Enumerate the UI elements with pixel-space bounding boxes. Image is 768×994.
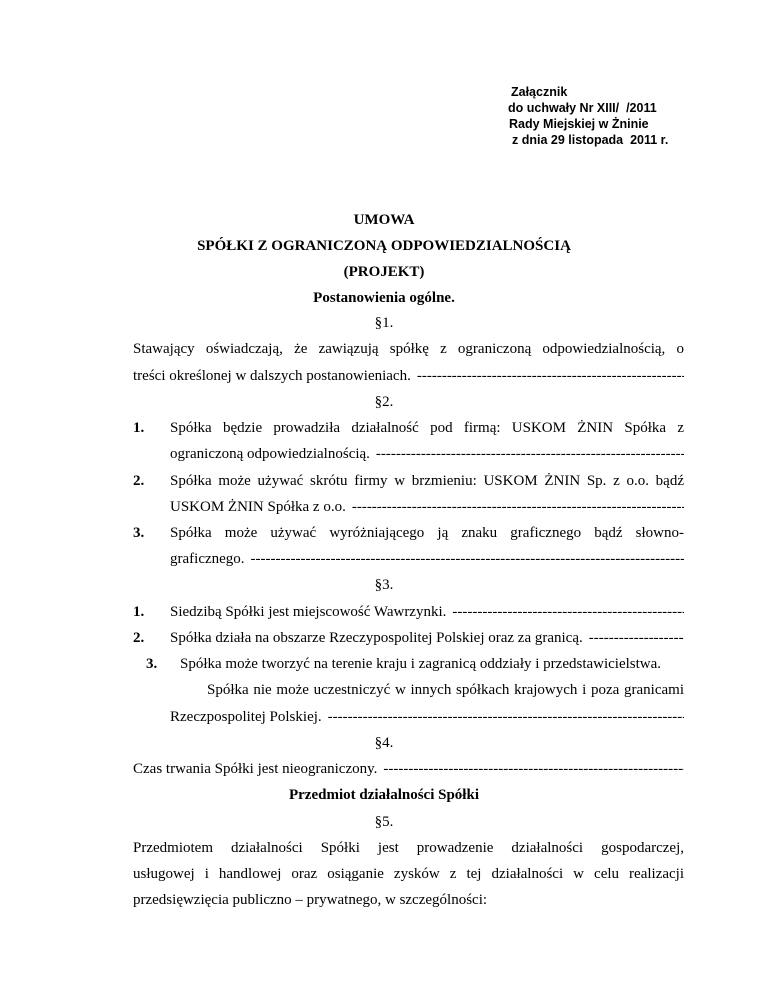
paragraph-mark-3: §3.: [374, 577, 394, 593]
annex-line-3: Rady Miejskiej w Żninie: [509, 117, 649, 131]
annex-line-2: do uchwały Nr XIII/ /2011: [508, 101, 657, 115]
p1-line-1: Stawający oświadczają, że zawiązują spółkę z ograniczoną odpowiedzialnością, o: [133, 341, 684, 357]
annex-line-4: z dnia 29 listopada 2011 r.: [512, 133, 669, 147]
p2-item-3-line-2: [170, 550, 684, 568]
dash-filler: [452, 603, 684, 621]
p3-item-3-line-3-text: Rzeczpospolitej Polskiej.: [170, 709, 322, 725]
paragraph-mark-4: §4.: [374, 735, 394, 751]
p5-line-1: Przedmiotem działalności Spółki jest prowadzenie działalności gospodarczej,: [133, 840, 684, 856]
dash-filler: [383, 760, 684, 778]
document-title: UMOWA: [353, 212, 415, 228]
p2-item-2-line-2: [170, 498, 684, 516]
p2-item-1-line-2-text: ograniczoną odpowiedzialnością.: [170, 446, 370, 462]
p3-item-3-line-2: Spółka nie może uczestniczyć w innych spółkach krajowych i poza granicami: [207, 682, 684, 698]
p2-item-3-line-1: Spółka może używać wyróżniającego ją znaku graficznego bądź słowno-: [170, 525, 684, 541]
p2-item-1-line-2: [170, 445, 684, 463]
section-heading-business: Przedmiot działalności Spółki: [288, 787, 479, 803]
section-heading-general: Postanowienia ogólne.: [313, 290, 455, 306]
dash-filler: [376, 445, 684, 463]
dash-filler: [417, 367, 684, 385]
paragraph-mark-5: §5.: [374, 814, 394, 830]
p3-item-1-number: 1.: [133, 604, 145, 620]
p5-line-3: przedsięwzięcia publiczno – prywatnego, w szczególności:: [133, 892, 488, 908]
p2-item-1-line-1: Spółka będzie prowadziła działalność pod firmą: USKOM ŻNIN Spółka z: [170, 420, 684, 436]
annex-note: [508, 84, 668, 148]
p3-item-3-line-3: [170, 708, 684, 726]
paragraph-mark-1: §1.: [374, 315, 394, 331]
p5-line-2: usługowej i handlowej oraz osiąganie zysków z tej działalności w celu realizacji: [133, 866, 684, 882]
p3-item-3-line-1: Spółka może tworzyć na terenie kraju i zagranicą oddziały i przedstawicielstwa.: [180, 656, 662, 672]
p3-item-1: [170, 603, 684, 621]
p2-item-2-number: 2.: [133, 473, 145, 489]
p2-item-2-line-1: Spółka może używać skrótu firmy w brzmieniu: USKOM ŻNIN Sp. z o.o. bądź: [170, 473, 684, 489]
dash-filler: [589, 629, 684, 647]
p4-text: Czas trwania Spółki jest nieograniczony.: [133, 761, 378, 777]
paragraph-mark-2: §2.: [374, 394, 394, 410]
draft-label: (PROJEKT): [343, 264, 425, 280]
p3-item-3-number: 3.: [146, 656, 158, 672]
dash-filler: [251, 550, 684, 568]
dash-filler: [328, 708, 684, 726]
p3-item-2: [170, 629, 684, 647]
document-subtitle: SPÓŁKI Z OGRANICZONĄ ODPOWIEDZIALNOŚCIĄ: [197, 238, 571, 254]
p4-text-line: [133, 760, 684, 778]
p2-item-3-number: 3.: [133, 525, 145, 541]
p1-line-2-text: treści określonej w dalszych postanowieniach.: [133, 368, 411, 384]
p1-line-2: [133, 367, 684, 385]
dash-filler: [352, 498, 684, 516]
p3-item-2-text: Spółka działa na obszarze Rzeczypospolitej Polskiej oraz za granicą.: [170, 630, 583, 646]
p2-item-3-line-2-text: graficznego.: [170, 551, 245, 567]
annex-line-1: Załącznik: [511, 85, 568, 99]
p3-item-2-number: 2.: [133, 630, 145, 646]
p3-item-1-text: Siedzibą Spółki jest miejscowość Wawrzynki.: [170, 604, 447, 620]
p2-item-2-line-2-text: USKOM ŻNIN Spółka z o.o.: [170, 499, 346, 515]
p2-item-1-number: 1.: [133, 420, 145, 436]
